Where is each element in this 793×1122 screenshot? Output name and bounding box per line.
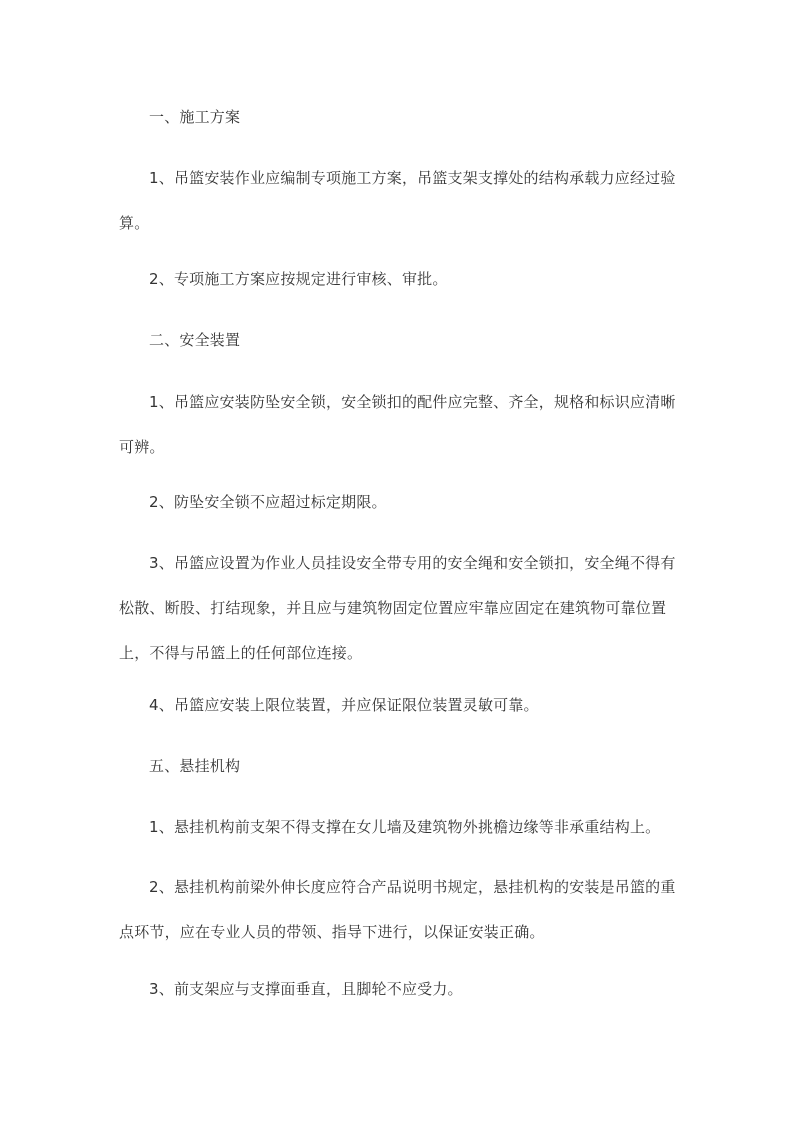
paragraph-suspension-1: 1、悬挂机构前支架不得支撑在女儿墙及建筑物外挑檐边缘等非承重结构上。	[149, 818, 661, 836]
paragraph-safety-1: 1、吊篮应安装防坠安全锁，安全锁扣的配件应完整、齐全，规格和标识应清晰可辨。	[119, 393, 676, 456]
paragraph-suspension-3: 3、前支架应与支撑面垂直，且脚轮不应受力。	[149, 980, 463, 998]
paragraph-plan-1: 1、吊篮安装作业应编制专项施工方案，吊篮支架支撑处的结构承载力应经过验算。	[119, 169, 676, 232]
paragraph-safety-2: 2、防坠安全锁不应超过标定期限。	[149, 493, 387, 511]
section-heading-construction-plan: 一、施工方案	[149, 108, 241, 126]
section-heading-safety-devices: 二、安全装置	[149, 331, 241, 349]
paragraph-plan-2: 2、专项施工方案应按规定进行审核、审批。	[149, 270, 448, 288]
paragraph-safety-3: 3、吊篮应设置为作业人员挂设安全带专用的安全绳和安全锁扣，安全绳不得有松散、断股、打结现象，并且应与建筑物固定位置应牢靠应固定在建筑物可靠位置上，不得与吊篮上的任何部位连接。	[119, 554, 676, 662]
paragraph-safety-4: 4、吊篮应安装上限位装置，并应保证限位装置灵敏可靠。	[149, 696, 539, 714]
section-heading-suspension-mechanism: 五、悬挂机构	[149, 757, 241, 775]
paragraph-suspension-2: 2、悬挂机构前梁外伸长度应符合产品说明书规定，悬挂机构的安装是吊篮的重点环节，应在专业人员的带领、指导下进行，以保证安装正确。	[119, 878, 676, 941]
